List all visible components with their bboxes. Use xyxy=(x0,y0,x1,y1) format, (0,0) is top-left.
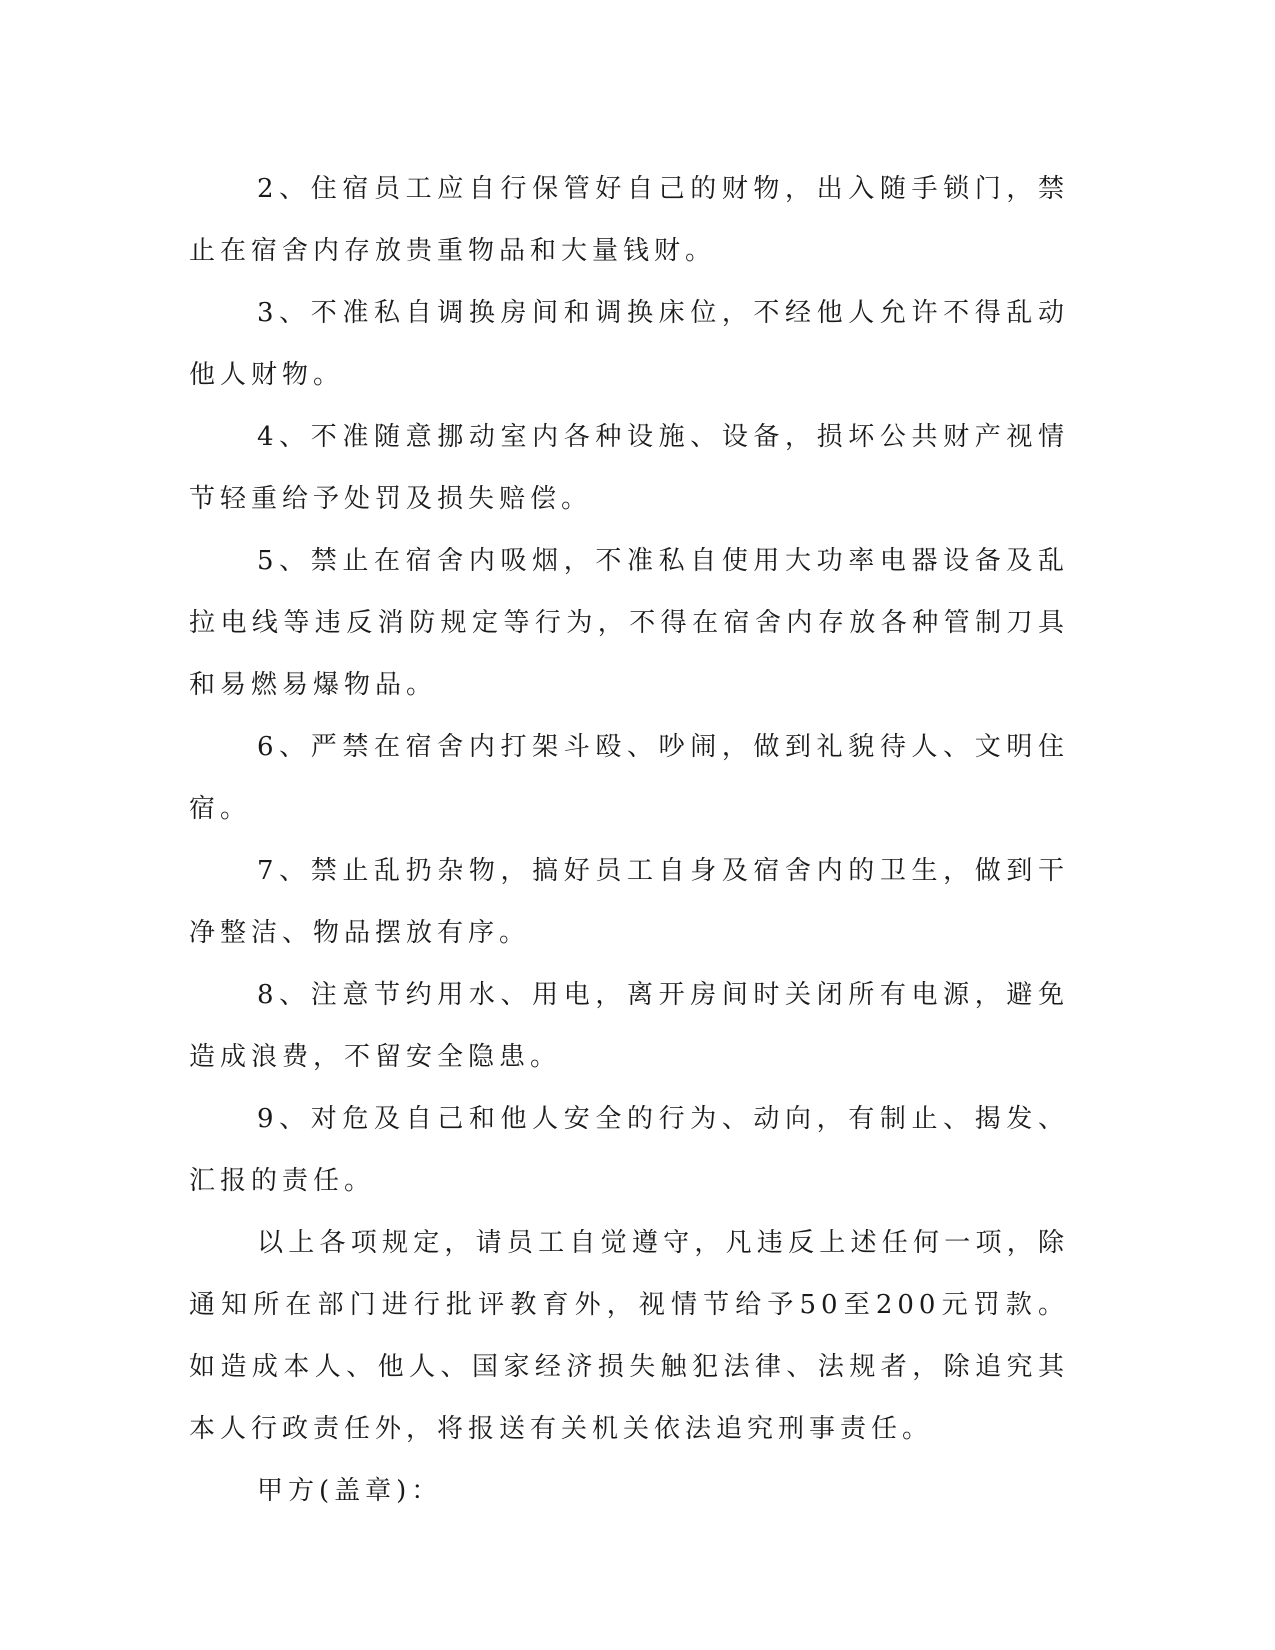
party-a-seal-label: 甲方(盖章)： xyxy=(257,1476,443,1506)
penalty-clause: 以上各项规定，请员工自觉遵守，凡违反上述任何一项，除通知所在部门进行批评教育外，视情节给予50至200元罚款。如造成本人、他人、国家经济损失触犯法律、法规者，除追究其本人行政责任外，将报送有关机关依法追究刑事责任。 xyxy=(189,1228,1069,1444)
rule-item-2: 2、住宿员工应自行保管好自己的财物，出入随手锁门，禁止在宿舍内存放贵重物品和大量钱财。 xyxy=(189,174,1069,266)
rule-item-8: 8、注意节约用水、用电，离开房间时关闭所有电源，避免造成浪费，不留安全隐患。 xyxy=(189,980,1069,1072)
rule-item-6: 6、严禁在宿舍内打架斗殴、吵闹，做到礼貌待人、文明住宿。 xyxy=(189,732,1069,824)
rule-item-9: 9、对危及自己和他人安全的行为、动向，有制止、揭发、汇报的责任。 xyxy=(189,1104,1069,1196)
rule-item-4: 4、不准随意挪动室内各种设施、设备，损坏公共财产视情节轻重给予处罚及损失赔偿。 xyxy=(189,422,1069,514)
rule-item-3: 3、不准私自调换房间和调换床位，不经他人允许不得乱动他人财物。 xyxy=(189,298,1069,390)
rule-item-5: 5、禁止在宿舍内吸烟，不准私自使用大功率电器设备及乱拉电线等违反消防规定等行为，不得在宿舍内存放各种管制刀具和易燃易爆物品。 xyxy=(189,546,1069,700)
rule-item-7: 7、禁止乱扔杂物，搞好员工自身及宿舍内的卫生，做到干净整洁、物品摆放有序。 xyxy=(189,856,1069,948)
document-body xyxy=(189,158,1069,1522)
